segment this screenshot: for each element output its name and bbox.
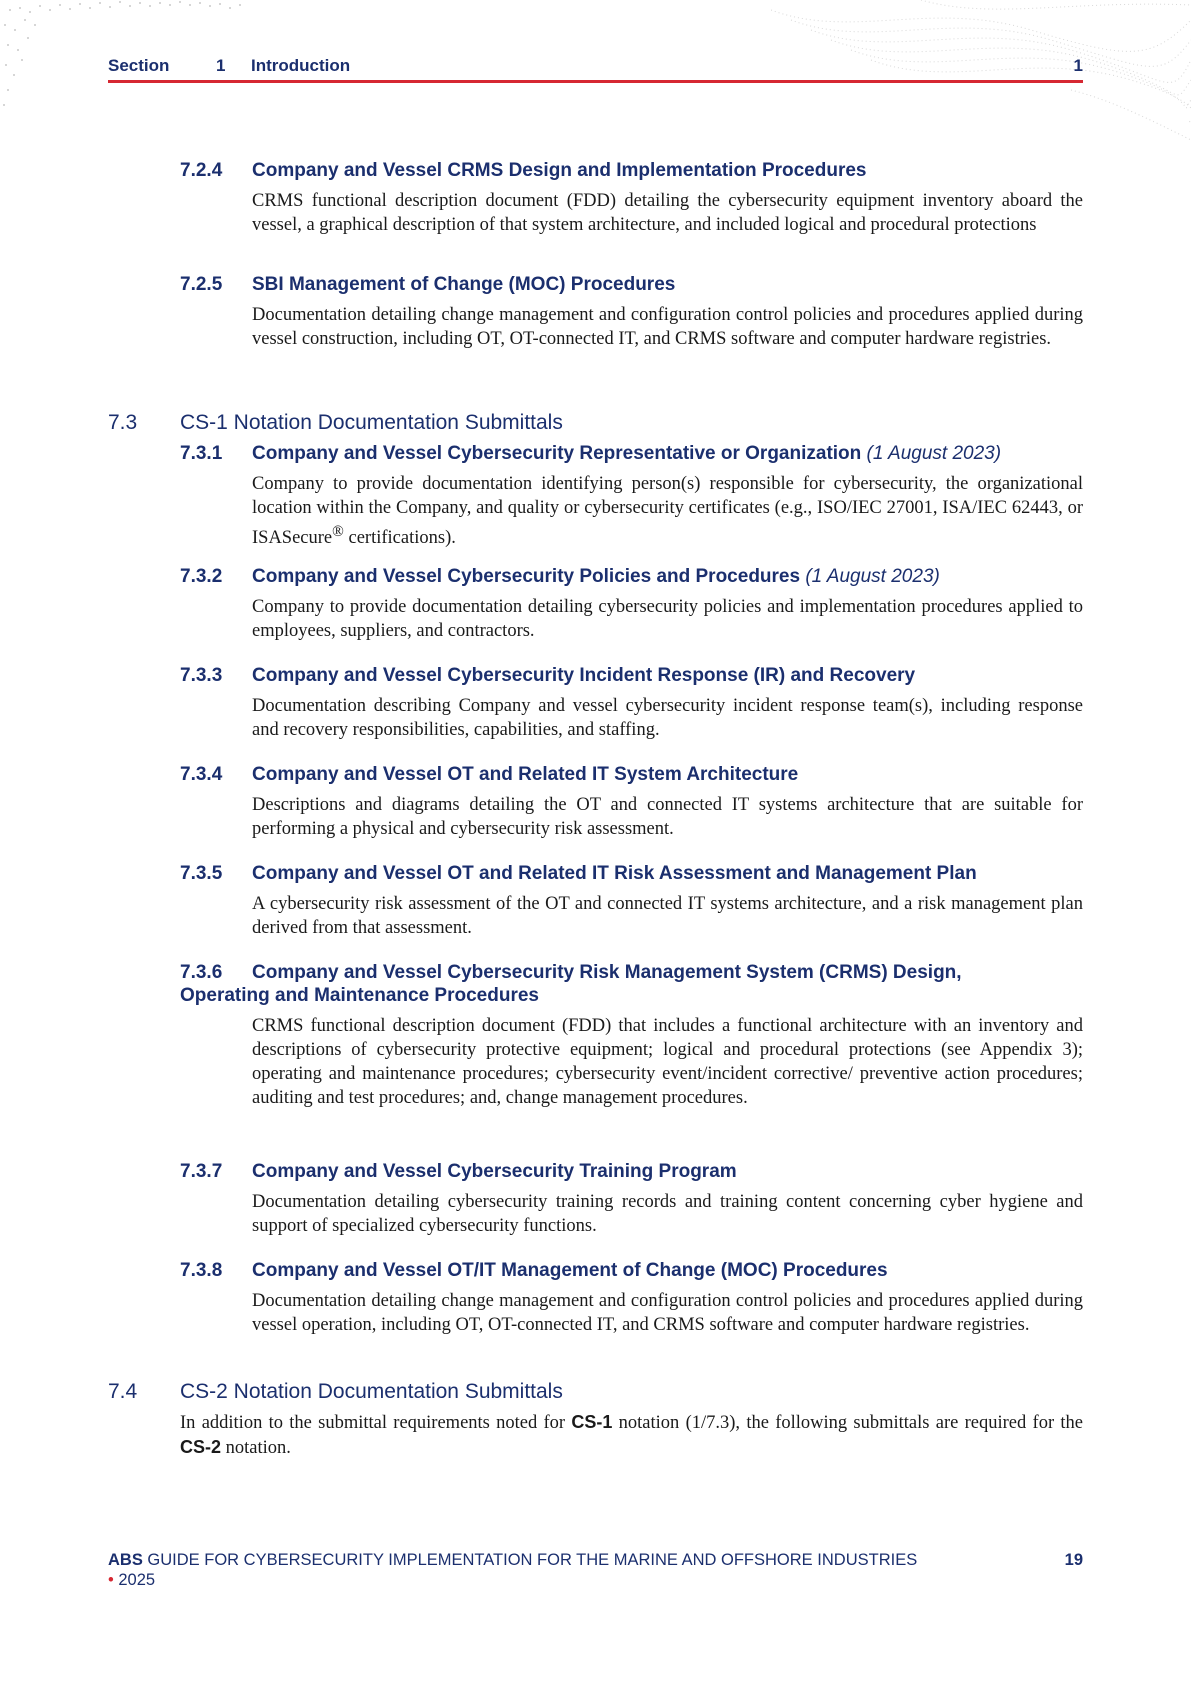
notation-cs1: CS-1	[571, 1412, 613, 1432]
subsection-heading	[180, 1259, 1083, 1282]
header-section-title: Introduction	[251, 56, 351, 75]
header-page-number: 1	[1073, 56, 1083, 75]
subsection-body: A cybersecurity risk assessment of the OT and connected IT systems architecture, and a risk management plan derived from that assessment.	[252, 894, 1083, 938]
subsection-title: Company and Vessel CRMS Design and Implementation Procedures	[252, 160, 867, 181]
running-footer	[108, 1551, 1083, 1590]
subsection-7-3-5	[180, 862, 1083, 940]
subsection-heading	[180, 565, 1083, 588]
subsection-number: 7.3.3	[180, 665, 223, 686]
subsection-body: Documentation describing Company and vessel cybersecurity incident response team(s), including response and recovery responsibilities, capabilities, and staffing.	[252, 696, 1083, 740]
footer-brand: ABS	[108, 1551, 143, 1569]
subsection-body: Company to provide documentation detailing cybersecurity policies and implementation procedures applied to employees, suppliers, and contractors.	[252, 597, 1083, 641]
subsection-7-3-6	[180, 961, 1083, 1110]
footer-page-number: 19	[1064, 1551, 1083, 1569]
subsection-title: Company and Vessel Cybersecurity Training Program	[252, 1161, 737, 1182]
subsection-number: 7.3.5	[180, 863, 223, 884]
subsection-number: 7.3.1	[180, 443, 223, 464]
header-section-number: 1	[216, 56, 226, 75]
footer-year-text: 2025	[113, 1571, 156, 1589]
subsection-body: Documentation detailing cybersecurity training records and training content concerning cyber hygiene and support of specialized cybersecurity functions.	[252, 1192, 1083, 1236]
subsection-7-3-8	[180, 1259, 1083, 1337]
notation-cs2: CS-2	[180, 1437, 222, 1457]
subsection-number: 7.3.6	[180, 962, 223, 983]
subsection-7-3-3	[180, 664, 1083, 742]
subsection-heading	[180, 159, 1083, 182]
subsection-title-line1: Company and Vessel Cybersecurity Risk Management System (CRMS) Design,	[252, 962, 962, 983]
subsection-body: Descriptions and diagrams detailing the OT and connected IT systems architecture that are suitable for performing a physical and cybersecurity risk assessment.	[252, 795, 1083, 839]
footer-year	[108, 1571, 1083, 1590]
body-text-part: notation.	[221, 1438, 291, 1458]
subsection-body: Documentation detailing change management and configuration control policies and procedures applied during vessel construction, including OT, OT-connected IT, and CRMS software and computer hardware registries.	[252, 305, 1083, 349]
section-number: 7.4	[108, 1380, 138, 1403]
subsection-heading	[180, 664, 1083, 687]
section-title: CS-1 Notation Documentation Submittals	[180, 411, 563, 434]
subsection-number: 7.3.4	[180, 764, 223, 785]
subsection-title: Company and Vessel Cybersecurity Incident Response (IR) and Recovery	[252, 665, 916, 686]
subsection-title: Company and Vessel Cybersecurity Representative or Organization	[252, 443, 862, 464]
subsection-heading	[180, 273, 1083, 296]
subsection-body: Documentation detailing change management and configuration control policies and procedures applied during vessel operation, including OT, OT-connected IT, and CRMS software and computer hardware registries.	[252, 1291, 1083, 1335]
subsection-7-3-4	[180, 763, 1083, 841]
subsection-title: Company and Vessel OT/IT Management of Change (MOC) Procedures	[252, 1260, 888, 1281]
amendment-date: (1 August 2023)	[866, 443, 1002, 464]
body-text-part: certifications).	[343, 528, 456, 549]
subsection-heading	[180, 1160, 1083, 1183]
subsection-body: CRMS functional description document (FDD) detailing the cybersecurity equipment inventory aboard the vessel, a graphical description of that system architecture, and included logical and procedural protections	[252, 191, 1083, 235]
section-7-3	[108, 410, 1083, 435]
subsection-heading	[180, 763, 1083, 786]
subsection-title: Company and Vessel Cybersecurity Policies and Procedures	[252, 566, 801, 587]
header-section-label: Section	[108, 56, 170, 75]
body-text-part: In addition to the submittal requirements noted for	[180, 1413, 572, 1433]
subsection-number: 7.2.5	[180, 274, 223, 295]
subsection-number: 7.3.7	[180, 1161, 223, 1182]
section-body	[180, 1410, 1083, 1460]
subsection-7-2-4	[180, 159, 1083, 237]
subsection-title: Company and Vessel OT and Related IT Risk Assessment and Management Plan	[252, 863, 977, 884]
subsection-heading	[180, 442, 1083, 465]
footer-title: GUIDE FOR CYBERSECURITY IMPLEMENTATION FOR THE MARINE AND OFFSHORE INDUSTRIES	[142, 1551, 918, 1569]
subsection-body: CRMS functional description document (FDD) that includes a functional architecture with an inventory and descriptions of cybersecurity protective equipment; logical and procedural protections (see Appendix 3); operating and maintenance procedures; cybersecurity event/incident corrective/ preventive action procedures; auditing and test procedures; and, change management procedures.	[252, 1016, 1083, 1108]
subsection-7-3-1	[180, 442, 1083, 550]
subsection-heading	[180, 862, 1083, 885]
subsection-7-2-5	[180, 273, 1083, 351]
subsection-title: Company and Vessel OT and Related IT System Architecture	[252, 764, 799, 785]
running-header	[108, 56, 1083, 78]
amendment-date: (1 August 2023)	[805, 566, 940, 587]
subsection-heading	[180, 961, 1083, 1007]
subsection-7-3-2	[180, 565, 1083, 643]
section-7-4	[108, 1379, 1083, 1460]
section-heading	[108, 1379, 1083, 1404]
subsection-number: 7.2.4	[180, 160, 223, 181]
section-title: CS-2 Notation Documentation Submittals	[180, 1380, 563, 1403]
subsection-title-line2: Operating and Maintenance Procedures	[180, 985, 539, 1006]
subsection-number: 7.3.2	[180, 566, 223, 587]
section-number: 7.3	[108, 411, 138, 434]
subsection-number: 7.3.8	[180, 1260, 223, 1281]
body-text-part: notation (1/7.3), the following submittals are required for the	[612, 1413, 1083, 1433]
section-heading	[108, 410, 1083, 435]
header-rule	[108, 80, 1083, 83]
footer-bullet: •	[108, 1571, 114, 1589]
subsection-7-3-7	[180, 1160, 1083, 1238]
registered-mark: ®	[332, 523, 344, 540]
subsection-title: SBI Management of Change (MOC) Procedures	[252, 274, 676, 295]
body-text-part: Company to provide documentation identifying person(s) responsible for cybersecurity, the organizational location within the Company, and quality or cybersecurity certificates (e.g., ISO/IEC 27001, ISA/IEC 62443, or ISASecure	[252, 474, 1083, 549]
subsection-body	[252, 472, 1083, 550]
